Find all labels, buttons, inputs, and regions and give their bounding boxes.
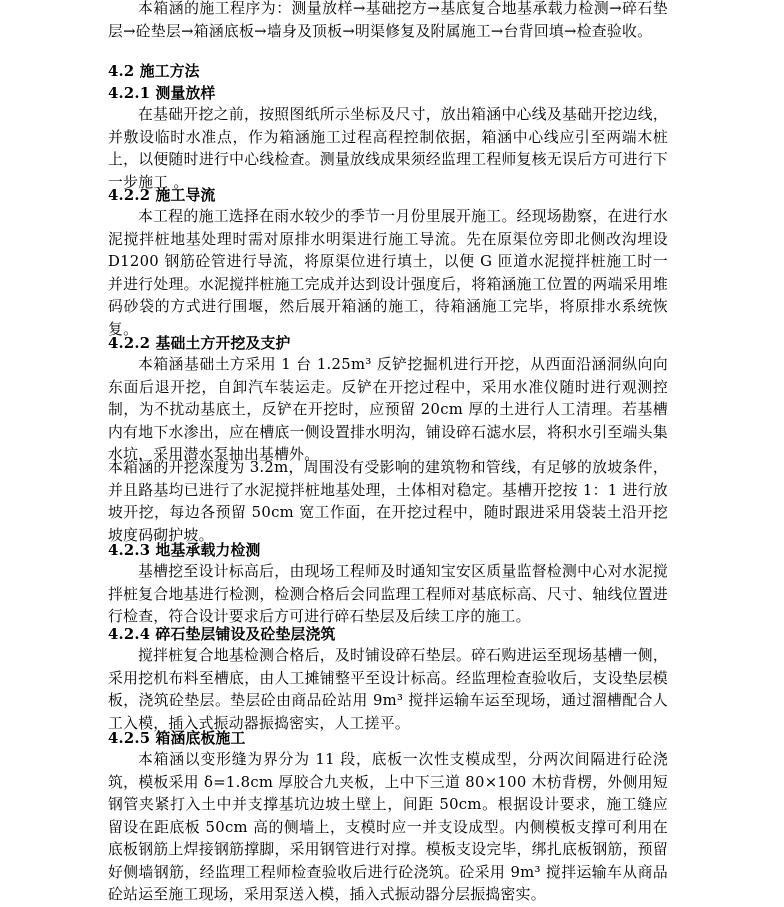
section-heading: 4.2.4 碎石垫层铺设及砼垫层浇筑 <box>108 626 336 643</box>
body-paragraph: 本工程的施工选择在雨水较少的季节一月份里展开施工。经现场勘察，在进行水泥搅拌桩地基处理时需对原排水明渠进行施工导流。先在原渠位旁即北侧改沟埋设 D1200 钢筋砼管进行导流，将原渠位进行填土，以便 G 匝道水泥搅拌桩施工时一并进行处理。水泥搅拌桩施工完成并达到设计强度后，将箱涵施工位置的两端采用堆码砂袋的方式进行围堰，然后展开箱涵的施工，待箱涵施工完毕，将原排水系统恢复。 <box>108 208 668 338</box>
body-paragraph: 搅拌桩复合地基检测合格后，及时铺设碎石垫层。碎石购进运至现场基槽一侧，采用挖机布料至槽底，由人工摊铺整平至设计标高。经监理检查验收后，支设垫层模板，浇筑砼垫层。垫层砼由商品砼站用 9m³ 搅拌运输车运至现场，通过溜槽配合人工入模，插入式振动器振捣密实，人工搓平。 <box>108 647 668 732</box>
body-paragraph: 本箱涵以变形缝为界分为 11 段，底板一次性支模成型，分两次间隔进行砼浇筑，模板采用 δ=1.8cm 厚胶合九夹板，上中下三道 80×100 木枋背楞，外侧用短钢管夹紧打入土中并支撑基坑边坡土壁上，间距 50cm。根据设计要求，施工缝应留设在距底板 50cm 高的侧墙上，支模时应一并支设成型。内侧模板支撑可利用在底板钢筋上焊接钢筋撑脚，采用钢管进行对撑。模板支设完毕，绑扎底板钢筋，预留好侧墙钢筋，经监理工程师检查验收后进行砼浇筑。砼采用 9m³ 搅拌运输车从商品砼站运至施工现场，采用泵送入模，插入式振动器分层振捣密实。 <box>108 751 668 903</box>
section-heading: 4.2.2 基础土方开挖及支护 <box>108 335 291 352</box>
section-heading: 4.2.5 箱涵底板施工 <box>108 730 246 747</box>
section-heading: 4.2.2 施工导流 <box>108 187 216 204</box>
section-heading: 4.2.1 测量放样 <box>108 85 216 102</box>
body-paragraph: 在基础开挖之前，按照图纸所示坐标及尺寸，放出箱涵中心线及基础开挖边线，并敷设临时水准点，作为箱涵施工过程高程控制依据，箱涵中心线应引至两端木桩上，以便随时进行中心线检查。测量放线成果须经监理工程师复核无误后方可进行下一步施工 。 <box>108 106 668 191</box>
body-paragraph: 基槽挖至设计标高后，由现场工程师及时通知宝安区质量监督检测中心对水泥搅拌桩复合地基进行检测，检测合格后会同监理工程师对基底标高、尺寸、轴线位置进行检查，符合设计要求后方可进行碎石垫层及后续工序的施工。 <box>108 563 668 625</box>
body-paragraph: 本箱涵的开挖深度为 3.2m，周围没有受影响的建筑物和管线，有足够的放坡条件，并且路基均已进行了水泥搅拌桩地基处理，土体相对稳定。基槽开挖按 1：1 进行放坡开挖，每边各预留 50cm 宽工作面，在开挖过程中，随时跟进采用袋装土沿开挖坡度码砌护坡。 <box>108 459 668 544</box>
body-paragraph: 本箱涵基础土方采用 1 台 1.25m³ 反铲挖掘机进行开挖，从西面沿涵洞纵向向东面后退开挖，自卸汽车装运走。反铲在开挖过程中，采用水准仪随时进行观测控制，为不扰动基底土，反铲在开挖时，应预留 20cm 厚的土进行人工清理。若基槽内有地下水渗出，应在槽底一侧设置排水明沟，铺设碎石滤水层，将积水引至端头集水坑，采用潜水泵抽出基槽外。 <box>108 356 668 463</box>
section-heading: 4.2 施工方法 <box>108 63 200 80</box>
section-heading: 4.2.3 地基承载力检测 <box>108 542 261 559</box>
body-paragraph: 本箱涵的施工程序为：测量放样→基础挖方→基底复合地基承载力检测→碎石垫层→砼垫层→箱涵底板→墙身及顶板→明渠修复及附属施工→台背回填→检查验收。 <box>108 0 668 40</box>
